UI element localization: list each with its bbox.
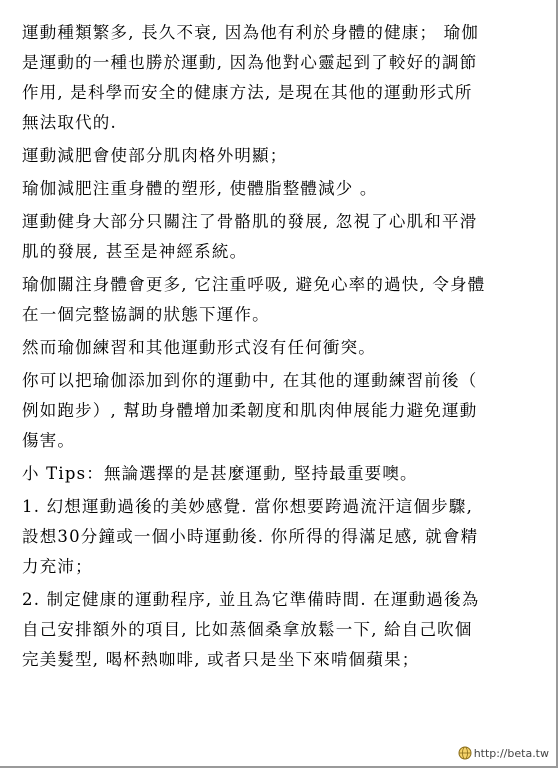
paragraph — [22, 141, 542, 171]
text-line: 肌的發展, 甚至是神經系統。 — [22, 242, 248, 261]
text-line: 設想30分鐘或一個小時運動後. 你所得的得滿足感, 就會精 — [22, 527, 479, 546]
document-body — [22, 18, 542, 678]
globe-logo-icon — [458, 746, 472, 760]
paragraph — [22, 207, 542, 267]
text-line: 你可以把瑜伽添加到你的運動中, 在其他的運動練習前後（ — [22, 371, 478, 390]
text-line: 2. 制定健康的運動程序, 並且為它準備時間. 在運動過後為 — [22, 590, 480, 609]
text-line: 運動健身大部分只關注了骨骼肌的發展, 忽視了心肌和平滑 — [22, 212, 478, 231]
text-line: 傷害。 — [22, 431, 76, 450]
text-line: 運動種類繁多, 長久不衰, 因為他有利於身體的健康； 瑜伽 — [22, 23, 480, 42]
paragraph — [22, 270, 542, 330]
text-line: 無法取代的. — [22, 113, 117, 132]
text-line: 力充沛； — [22, 557, 93, 576]
paragraph — [22, 492, 542, 582]
site-watermark — [455, 743, 552, 763]
watermark-text: http://beta.tw — [473, 746, 549, 760]
text-line: 作用, 是科學而安全的健康方法, 是現在其他的運動形式所 — [22, 83, 473, 102]
text-line: 瑜伽減肥注重身體的塑形, 使體脂整體減少 。 — [22, 179, 378, 198]
text-line: 例如跑步）, 幫助身體增加柔韌度和肌肉伸展能力避免運動 — [22, 401, 478, 420]
paragraph — [22, 585, 542, 675]
text-line: 是運動的一種也勝於運動, 因為他對心靈起到了較好的調節 — [22, 53, 478, 72]
text-line: 運動減肥會使部分肌肉格外明顯； — [22, 146, 288, 165]
paragraph — [22, 366, 542, 456]
text-line: 自己安排額外的項目, 比如蒸個桑拿放鬆一下, 給自己吹個 — [22, 620, 473, 639]
paragraph — [22, 18, 542, 138]
text-line: 完美髮型, 喝杯熱咖啡, 或者只是坐下來啃個蘋果； — [22, 650, 420, 669]
text-line: 1. 幻想運動過後的美妙感覺. 當你想要跨過流汗這個步驟, — [22, 497, 474, 516]
text-line: 然而瑜伽練習和其他運動形式沒有任何衝突。 — [22, 338, 376, 357]
text-line: 小 Tips：無論選擇的是甚麼運動, 堅持最重要噢。 — [22, 464, 418, 483]
paragraph — [22, 459, 542, 489]
paragraph — [22, 174, 542, 204]
paragraph — [22, 333, 542, 363]
text-line: 在一個完整協調的狀態下運作。 — [22, 305, 270, 324]
text-line: 瑜伽關注身體會更多, 它注重呼吸, 避免心率的過快, 令身體 — [22, 275, 486, 294]
